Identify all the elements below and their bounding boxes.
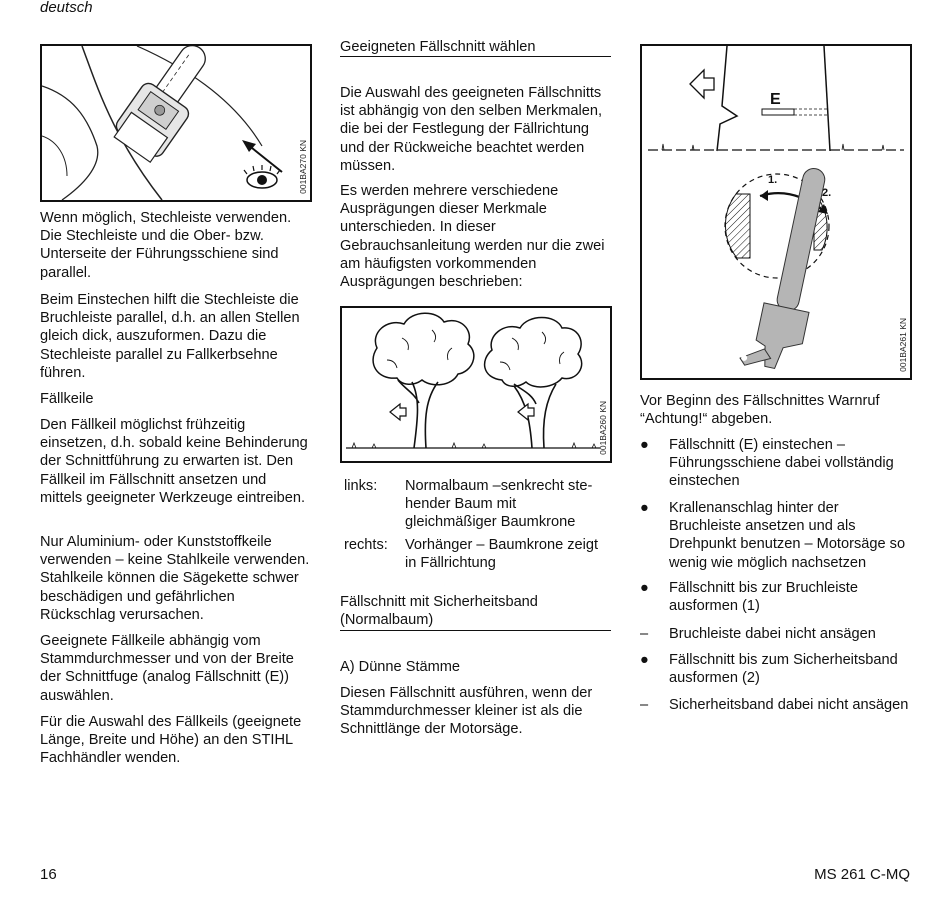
section-heading xyxy=(340,593,611,629)
list-item-text: Krallenanschlag hinter der Bruchleiste ansetzen und als Drehpunkt benutzen – Motorsäge so wenig wie möglich nachsetzen xyxy=(669,500,906,571)
list-item-text: Fällschnitt (E) einstechen – Führungsschiene dabei vollständig einstechen xyxy=(669,437,894,490)
paragraph: Nur Aluminium- oder Kunststoffkeile verwenden – keine Stahlkeile verwenden. Stahlkeile können die Sägekette schwer beschädigen und gefährlichen Rückschlag verursachen. xyxy=(40,534,310,623)
figure-code: 001BA261 KN xyxy=(898,318,908,372)
caption-text-rechts: Vorhänger – Baumkrone zeigt in Fällrichtung xyxy=(405,537,599,572)
figure-code: 001BA260 KN xyxy=(598,401,608,455)
header-language: deutsch xyxy=(40,0,93,16)
bullet-mark: ● xyxy=(640,580,649,596)
figure-code: 001BA270 KN xyxy=(298,140,308,194)
figure-tree-types xyxy=(340,306,612,463)
paragraph: Vor Beginn des Fällschnittes Warnruf “Achtung!“ abgeben. xyxy=(640,393,880,428)
paragraph: Es werden mehrere verschiedene Ausprägungen dieser Merkmale unterschieden. In dieser Gebrauchsanleitung werden nur die zwei am häufigsten vorkommenden Ausprägungen beschrieben: xyxy=(340,183,605,291)
caption-label-links: links: xyxy=(344,478,378,494)
paragraph: Den Fällkeil möglichst frühzeitig einsetzen, d.h. sobald keine Behinderung der Schnittführung zu erwarten ist. Den Fällkeil im Fällschnitt ansetzen und mittels geeigneter Werkzeuge eintreiben. xyxy=(40,417,308,506)
felling-cut-illustration xyxy=(642,46,910,378)
figure-felling-cut xyxy=(640,44,912,380)
label-2: 2. xyxy=(822,187,832,199)
caption-label-rechts: rechts: xyxy=(344,537,388,553)
paragraph: Die Auswahl des geeigneten Fällschnitts ist abhängig von den selben Merkmalen, die bei der Festlegung der Fällrichtung und der Rückweiche beachtet werden müssen. xyxy=(340,85,603,174)
heading-rule xyxy=(340,56,611,57)
boring-cut-illustration xyxy=(42,46,310,200)
paragraph: Wenn möglich, Stechleiste verwenden. Die Stechleiste und die Ober- bzw. Unterseite der Führungsschiene sind parallel. xyxy=(40,210,292,281)
subsection-heading: A) Dünne Stämme xyxy=(340,659,461,675)
list-item-text: Fällschnitt bis zur Bruchleiste ausformen (1) xyxy=(669,580,858,615)
figure-boring-cut xyxy=(40,44,312,202)
list-item-text: Sicherheitsband dabei nicht ansägen xyxy=(669,697,909,713)
label-e: E xyxy=(770,91,781,108)
model-name: MS 261 C-MQ xyxy=(814,866,910,883)
bullet-mark: ● xyxy=(640,652,649,668)
dash-mark: – xyxy=(640,697,649,713)
tree-types-illustration xyxy=(342,308,610,461)
page-number: 16 xyxy=(40,866,57,883)
paragraph: Beim Einstechen hilft die Stechleiste die Bruchleiste parallel, d.h. an allen Stellen gleich dick, auszuformen. Dazu die Stechleiste parallel zu Fallkerbsehne führen. xyxy=(40,292,300,381)
bullet-mark: ● xyxy=(640,500,649,516)
label-1: 1. xyxy=(768,174,778,186)
heading-rule xyxy=(340,630,611,631)
heading-line: Fällschnitt mit Sicherheitsband xyxy=(340,594,538,610)
list-item-text: Bruchleiste dabei nicht ansägen xyxy=(669,626,876,642)
paragraph: Diesen Fällschnitt ausführen, wenn der Stammdurchmesser kleiner ist als die Schnittlänge der Motorsäge. xyxy=(340,685,593,738)
list-item-text: Fällschnitt bis zum Sicherheitsband ausformen (2) xyxy=(669,652,898,687)
bullet-mark: ● xyxy=(640,437,649,453)
caption-text-links: Normalbaum –senkrecht ste-hender Baum mit gleichmäßiger Baumkrone xyxy=(405,478,593,531)
dash-mark: – xyxy=(640,626,649,642)
section-heading-faellkeile: Fällkeile xyxy=(40,391,94,407)
section-heading: Geeigneten Fällschnitt wählen xyxy=(340,39,536,55)
paragraph: Geeignete Fällkeile abhängig vom Stammdurchmesser und von der Breite der Schnittfuge (analog Fällschnitt (E)) auswählen. xyxy=(40,633,294,704)
paragraph: Für die Auswahl des Fällkeils (geeignete Länge, Breite und Höhe) an den STIHL Fachhändler wenden. xyxy=(40,714,302,767)
heading-line: (Normalbaum) xyxy=(340,612,434,629)
